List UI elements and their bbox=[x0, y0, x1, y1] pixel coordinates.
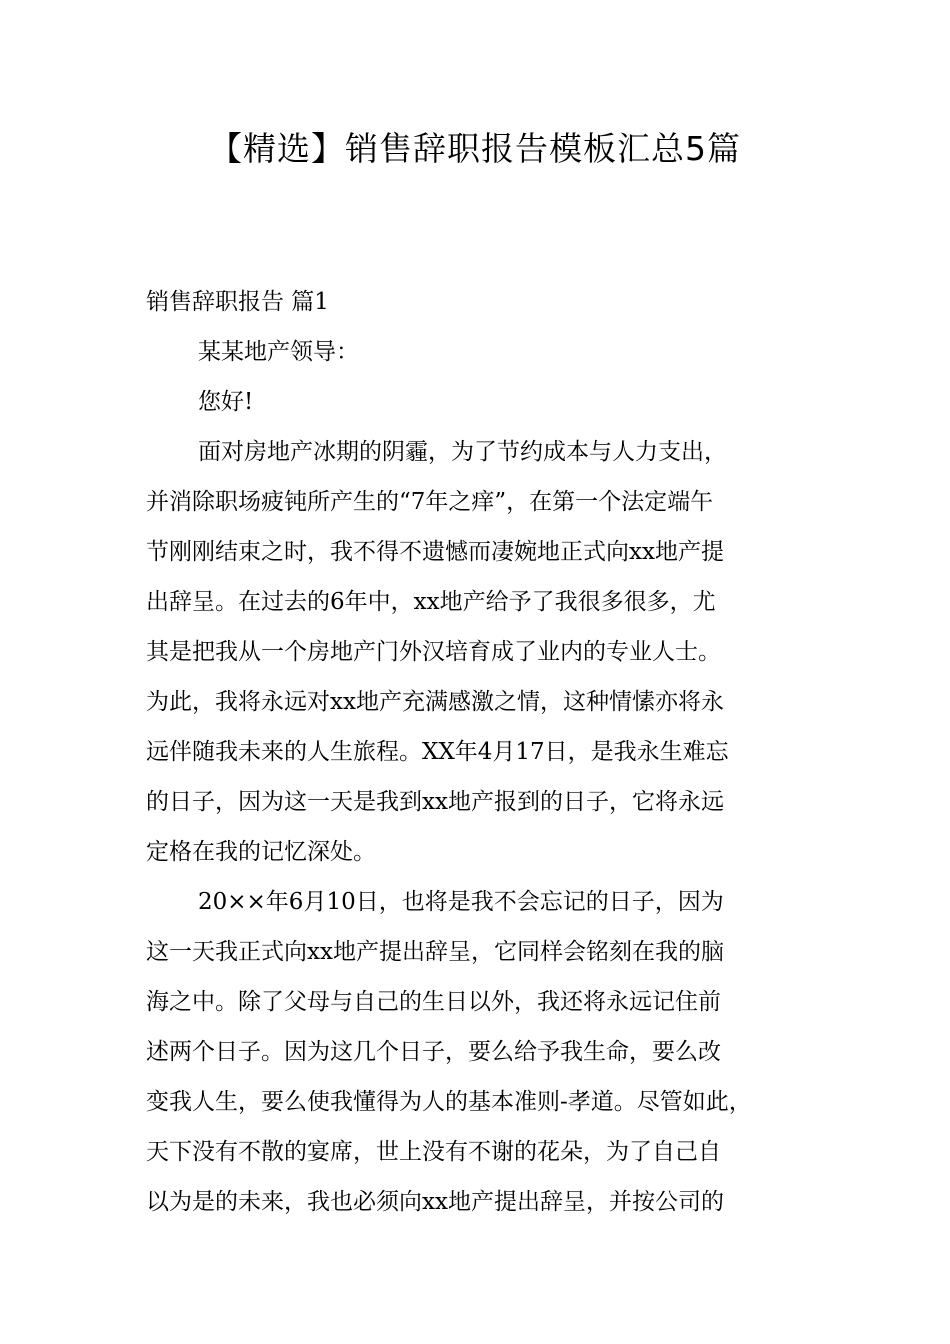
paragraph-1-line: 面对房地产冰期的阴霾，为了节约成本与人力支出， bbox=[198, 439, 727, 465]
paragraph-1-line: 远伴随我未来的人生旅程。XX年4月17日，是我永生难忘 bbox=[146, 739, 729, 765]
paragraph-2-line: 以为是的未来，我也必须向xx地产提出辞呈，并按公司的 bbox=[146, 1189, 724, 1215]
paragraph-1-line: 节刚刚结束之时，我不得不遗憾而凄婉地正式向xx地产提 bbox=[146, 539, 724, 565]
paragraph-2 bbox=[146, 877, 822, 1227]
paragraph-2-line: 海之中。除了父母与自己的生日以外，我还将永远记住前 bbox=[146, 989, 721, 1015]
paragraph-1-line: 并消除职场疲钝所产生的“7年之痒”，在第一个法定端午 bbox=[146, 489, 714, 515]
paragraph-2-line: 这一天我正式向xx地产提出辞呈，它同样会铭刻在我的脑 bbox=[146, 939, 724, 965]
paragraph-1 bbox=[146, 427, 822, 877]
paragraph-1-line: 为此，我将永远对xx地产充满感激之情，这种情愫亦将永 bbox=[146, 689, 724, 715]
salutation: 某某地产领导： bbox=[198, 339, 359, 365]
paragraph-2-line: 变我人生，要么使我懂得为人的基本准则-孝道。尽管如此， bbox=[146, 1089, 752, 1115]
paragraph-2-line: 述两个日子。因为这几个日子，要么给予我生命，要么改 bbox=[146, 1039, 721, 1065]
section-heading: 销售辞职报告 篇1 bbox=[146, 289, 329, 315]
paragraph-1-line: 其是把我从一个房地产门外汉培育成了业内的专业人士。 bbox=[146, 639, 721, 665]
paragraph-2-line: 20××年6月10日，也将是我不会忘记的日子，因为 bbox=[198, 889, 724, 915]
paragraph-1-line: 定格在我的记忆深处。 bbox=[146, 839, 376, 865]
document-body bbox=[146, 277, 822, 1227]
document-title: 【精选】销售辞职报告模板汇总5篇 bbox=[209, 129, 741, 168]
paragraph-1-line: 的日子，因为这一天是我到xx地产报到的日子，它将永远 bbox=[146, 789, 724, 815]
paragraph-1-line: 出辞呈。在过去的6年中，xx地产给予了我很多很多，尤 bbox=[146, 589, 716, 615]
paragraph-2-line: 天下没有不散的宴席，世上没有不谢的花朵，为了自己自 bbox=[146, 1139, 721, 1165]
greeting: 您好! bbox=[198, 389, 254, 415]
